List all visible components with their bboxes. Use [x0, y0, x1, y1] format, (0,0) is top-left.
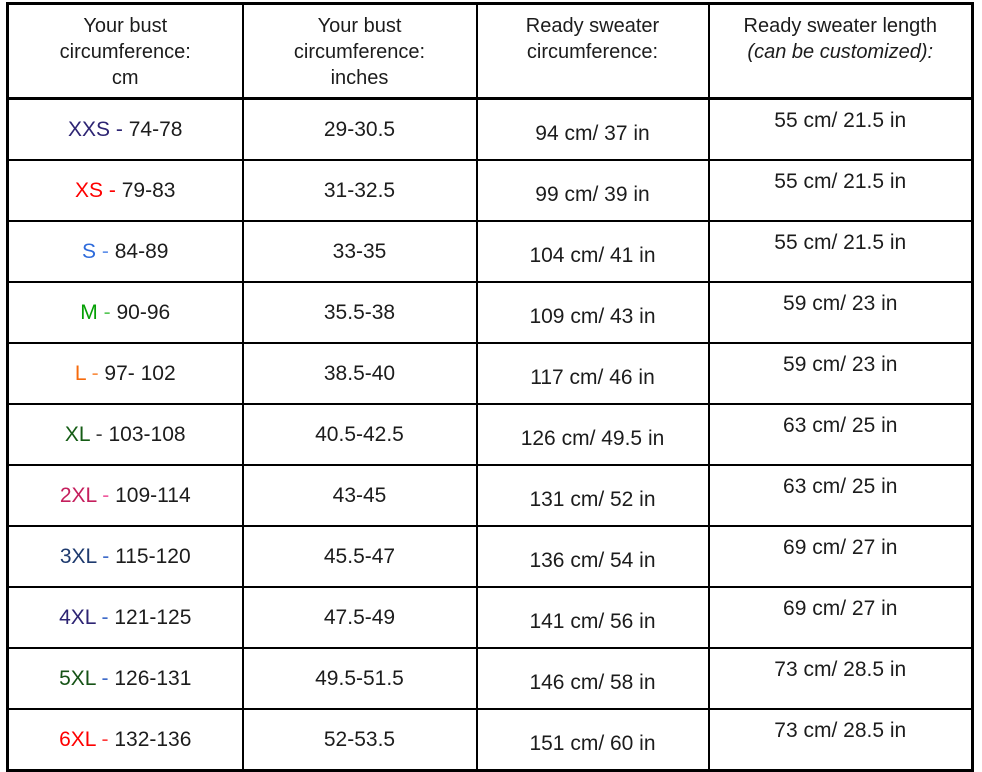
table-row — [8, 709, 973, 771]
size-label: L — [74, 361, 86, 385]
table-row — [8, 221, 973, 282]
sweater-circumference-cell: 126 cm/ 49.5 in — [477, 404, 709, 465]
size-range-cell — [8, 709, 243, 771]
inches-range-cell: 43-45 — [243, 465, 477, 526]
cm-range: 103-108 — [108, 422, 186, 446]
header-bust-cm — [8, 4, 243, 99]
sweater-circumference-cell: 136 cm/ 54 in — [477, 526, 709, 587]
cm-range: 74-78 — [128, 117, 183, 141]
size-label: S — [82, 239, 97, 263]
size-dash: - — [96, 483, 116, 507]
size-dash: - — [96, 544, 116, 568]
inches-range-cell: 29-30.5 — [243, 99, 477, 161]
size-range-cell — [8, 282, 243, 343]
sweater-circumference-cell: 141 cm/ 56 in — [477, 587, 709, 648]
size-dash: - — [95, 727, 115, 751]
inches-range-cell: 35.5-38 — [243, 282, 477, 343]
header-line: Ready sweater length — [743, 15, 937, 37]
sweater-circumference-cell: 146 cm/ 58 in — [477, 648, 709, 709]
header-sweater-circumference — [477, 4, 709, 99]
table-row — [8, 587, 973, 648]
size-chart — [6, 2, 974, 772]
sweater-circumference-cell: 94 cm/ 37 in — [477, 99, 709, 161]
cm-range: 115-120 — [115, 544, 191, 568]
size-dash: - — [95, 605, 115, 629]
size-dash: - — [103, 178, 122, 202]
size-dash: - — [96, 239, 115, 263]
sweater-circumference-cell: 131 cm/ 52 in — [477, 465, 709, 526]
table-row — [8, 648, 973, 709]
header-row — [8, 4, 973, 99]
table-row — [8, 282, 973, 343]
sweater-length-cell: 63 cm/ 25 in — [709, 404, 973, 465]
header-line-italic: (can be customized): — [747, 41, 934, 63]
size-label: M — [80, 300, 98, 324]
cm-range: 132-136 — [114, 727, 192, 751]
size-dash: - — [85, 361, 105, 385]
sweater-circumference-cell: 99 cm/ 39 in — [477, 160, 709, 221]
inches-range-cell: 38.5-40 — [243, 343, 477, 404]
size-range-cell — [8, 587, 243, 648]
sweater-length-cell: 59 cm/ 23 in — [709, 282, 973, 343]
sweater-length-cell: 69 cm/ 27 in — [709, 587, 973, 648]
size-range-cell — [8, 99, 243, 161]
size-range-cell — [8, 648, 243, 709]
cm-range: 79-83 — [121, 178, 176, 202]
size-label: XL — [64, 422, 90, 446]
table-row — [8, 526, 973, 587]
size-label: XXS — [68, 117, 111, 141]
header-line: Your bust — [317, 15, 402, 37]
header-bust-inches — [243, 4, 477, 99]
size-dash: - — [97, 300, 117, 324]
table-body — [8, 99, 973, 771]
size-label: 5XL — [59, 666, 96, 690]
sweater-length-cell: 63 cm/ 25 in — [709, 465, 973, 526]
header-line: inches — [330, 67, 389, 89]
sweater-circumference-cell: 151 cm/ 60 in — [477, 709, 709, 771]
inches-range-cell: 40.5-42.5 — [243, 404, 477, 465]
cm-range: 84-89 — [114, 239, 169, 263]
inches-range-cell: 49.5-51.5 — [243, 648, 477, 709]
sweater-length-cell: 73 cm/ 28.5 in — [709, 648, 973, 709]
header-sweater-length — [709, 4, 973, 99]
size-dash: - — [110, 117, 129, 141]
sweater-length-cell: 55 cm/ 21.5 in — [709, 160, 973, 221]
table-row — [8, 99, 973, 161]
size-label: 3XL — [59, 544, 97, 568]
size-range-cell — [8, 343, 243, 404]
header-line: Ready sweater — [525, 15, 660, 37]
inches-range-cell: 52-53.5 — [243, 709, 477, 771]
header-line: Your bust — [83, 15, 168, 37]
table-row — [8, 343, 973, 404]
inches-range-cell: 33-35 — [243, 221, 477, 282]
header-line: circumference: — [59, 41, 191, 63]
size-label: 4XL — [59, 605, 96, 629]
size-label: XS — [75, 178, 104, 202]
header-line: cm — [111, 67, 139, 89]
inches-range-cell: 45.5-47 — [243, 526, 477, 587]
sweater-length-cell: 73 cm/ 28.5 in — [709, 709, 973, 771]
size-table — [6, 2, 974, 772]
header-line: circumference: — [293, 41, 426, 63]
sweater-length-cell: 55 cm/ 21.5 in — [709, 221, 973, 282]
cm-range: 90-96 — [116, 300, 171, 324]
table-row — [8, 160, 973, 221]
sweater-length-cell: 69 cm/ 27 in — [709, 526, 973, 587]
sweater-circumference-cell: 109 cm/ 43 in — [477, 282, 709, 343]
size-range-cell — [8, 465, 243, 526]
sweater-length-cell: 55 cm/ 21.5 in — [709, 99, 973, 161]
size-dash: - — [89, 422, 109, 446]
size-range-cell — [8, 526, 243, 587]
size-range-cell — [8, 221, 243, 282]
table-row — [8, 465, 973, 526]
size-label: 6XL — [59, 727, 96, 751]
size-range-cell — [8, 160, 243, 221]
sweater-circumference-cell: 117 cm/ 46 in — [477, 343, 709, 404]
size-range-cell — [8, 404, 243, 465]
cm-range: 126-131 — [114, 666, 192, 690]
cm-range: 97- 102 — [104, 361, 176, 385]
inches-range-cell: 31-32.5 — [243, 160, 477, 221]
cm-range: 109-114 — [115, 483, 191, 507]
inches-range-cell: 47.5-49 — [243, 587, 477, 648]
sweater-circumference-cell: 104 cm/ 41 in — [477, 221, 709, 282]
size-dash: - — [95, 666, 115, 690]
table-row — [8, 404, 973, 465]
cm-range: 121-125 — [114, 605, 192, 629]
sweater-length-cell: 59 cm/ 23 in — [709, 343, 973, 404]
size-label: 2XL — [59, 483, 97, 507]
header-line: circumference: — [526, 41, 659, 63]
